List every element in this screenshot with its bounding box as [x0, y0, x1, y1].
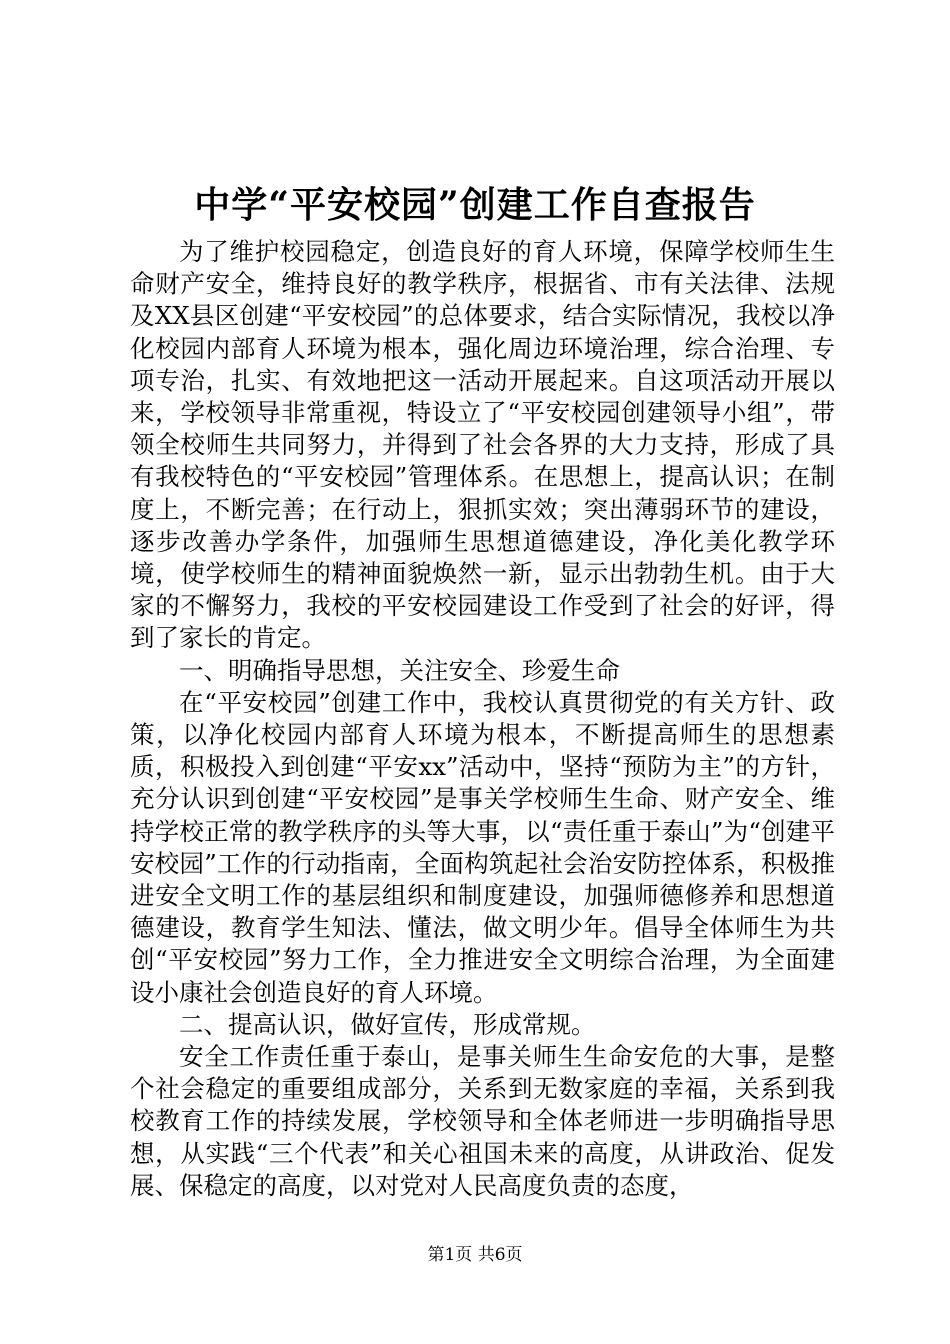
document-title: 中学“平安校园”创建工作自查报告 — [194, 184, 756, 226]
section-1-paragraph: 在“平安校园”创建工作中，我校认真贯彻党的有关方针、政策，以净化校园内部育人环境为根本，不断提高师生的思想素质，积极投入到创建“平安xx”活动中，坚持“预防为主”的方针，充分认识到创建“平安校园”是事关学校师生生命、财产安全、维持学校正常的教学秩序的头等大事，以“责任重于泰山”为“创建平安校园”工作的行动指南，全面构筑起社会治安防控体系，积极推进安全文明工作的基层组织和制度建设，加强师德修养和思想道德建设，教育学生知法、懂法，做文明少年。倡导全体师生为共创“平安校园”努力工作，全力推进安全文明综合治理，为全面建设小康社会创造良好的育人环境。 — [130, 687, 835, 1007]
document-body — [130, 236, 835, 1202]
intro-paragraph: 为了维护校园稳定，创造良好的育人环境，保障学校师生生命财产安全，维持良好的教学秩序，根据省、市有关法律、法规及XX县区创建“平安校园”的总体要求，结合实际情况，我校以净化校园内部育人环境为根本，强化周边环境治理，综合治理、专项专治，扎实、有效地把这一活动开展起来。自这项活动开展以来，学校领导非常重视，特设立了“平安校园创建领导小组”，带领全校师生共同努力，并得到了社会各界的大力支持，形成了具有我校特色的“平安校园”管理体系。在思想上，提高认识；在制度上，不断完善；在行动上，狠抓实效；突出薄弱环节的建设，逐步改善办学条件，加强师生思想道德建设，净化美化教学环境，使学校师生的精神面貌焕然一新，显示出勃勃生机。由于大家的不懈努力，我校的平安校园建设工作受到了社会的好评，得到了家长的肯定。 — [130, 237, 835, 653]
section-heading-1: 一、明确指导思想，关注安全、珍爱生命 — [179, 655, 620, 685]
section-heading-2: 二、提高认识，做好宣传，形成常规。 — [179, 1009, 596, 1039]
section-2-paragraph: 安全工作责任重于泰山，是事关师生生命安危的大事，是整个社会稳定的重要组成部分，关系到无数家庭的幸福，关系到我校教育工作的持续发展，学校领导和全体老师进一步明确指导思想，从实践“三个代表”和关心祖国未来的高度，从讲政治、促发展、保稳定的高度，以对党对人民高度负责的态度， — [130, 1042, 835, 1200]
page-footer: 第1页 共6页 — [427, 1245, 523, 1265]
